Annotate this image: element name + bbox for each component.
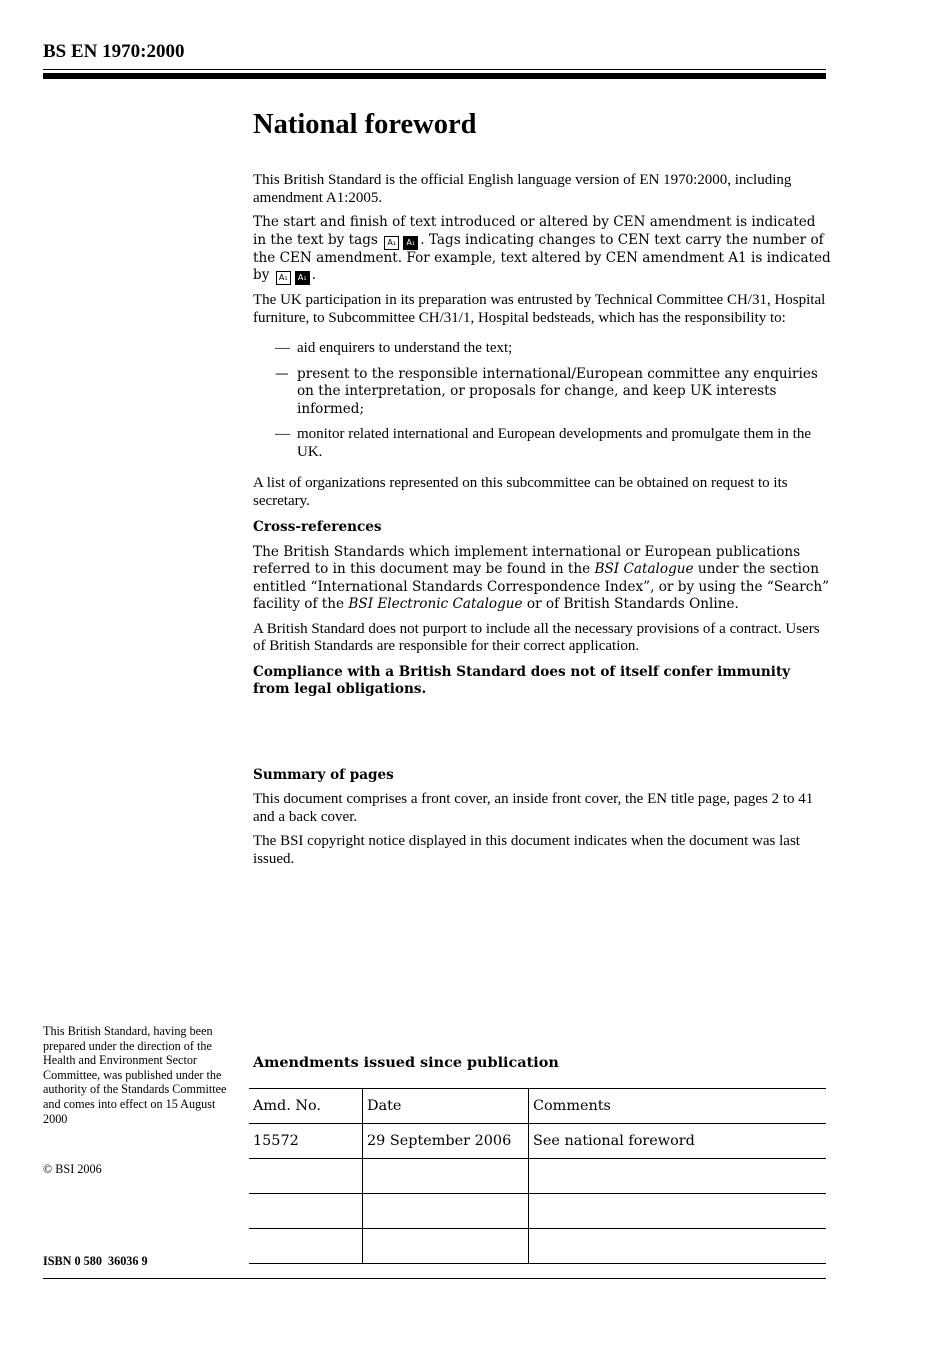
bsi-catalogue-title: BSI Catalogue bbox=[594, 561, 694, 577]
intro-p2-text-c: . bbox=[311, 267, 317, 283]
cell-amd-no bbox=[249, 1229, 363, 1264]
cell-comments bbox=[529, 1194, 827, 1229]
column-header-comments: Comments bbox=[529, 1089, 827, 1124]
cell-date bbox=[363, 1159, 529, 1194]
summary-paragraph-2: The BSI copyright notice displayed in this document indicates when the document was last issued. bbox=[253, 833, 800, 867]
cell-comments bbox=[529, 1159, 827, 1194]
column-header-date: Date bbox=[363, 1089, 529, 1124]
national-foreword-section bbox=[253, 108, 831, 875]
table-row bbox=[249, 1229, 826, 1264]
cross-ref-text-1: The British Standards which implement international or European publications referred to in this document may be found in the bbox=[253, 543, 801, 577]
intro-p2-text-a: The start and finish of text introduced or altered by CEN amendment is indicated in the text by tags bbox=[253, 214, 816, 248]
isbn-number: ISBN 0 580 36036 9 bbox=[43, 1254, 148, 1268]
cell-date bbox=[363, 1229, 529, 1264]
document-code: BS EN 1970:2000 bbox=[43, 41, 185, 62]
cell-date bbox=[363, 1194, 529, 1229]
bsi-electronic-catalogue-title: BSI Electronic Catalogue bbox=[348, 596, 523, 612]
table-header-row bbox=[249, 1089, 826, 1124]
responsibility-list bbox=[253, 340, 831, 461]
cross-ref-text-2: under the section entitled “International Standards Correspondence Index”, or by using the “Search” facility of the bbox=[253, 561, 830, 612]
intro-paragraph-3: The UK participation in its preparation was entrusted by Technical Committee CH/31, Hospital furniture, to Subcommittee CH/31/1, Hospital bedsteads, which has the responsibility to: bbox=[253, 292, 826, 326]
intro-p2-text-b: . Tags indicating changes to CEN text carry the number of the CEN amendment. For example, text altered by CEN amendment A1 is indicated by bbox=[253, 231, 831, 283]
amendments-table bbox=[249, 1088, 826, 1264]
summary-paragraph-1: This document comprises a front cover, an inside front cover, the EN title page, pages 2 to 41 and a back cover. bbox=[253, 791, 814, 825]
cell-amd-no: 15572 bbox=[249, 1124, 363, 1159]
cell-amd-no bbox=[249, 1194, 363, 1229]
table-row bbox=[249, 1124, 826, 1159]
amendment-start-tag-icon: A₁ bbox=[276, 271, 291, 285]
compliance-statement: Compliance with a British Standard does not of itself confer immunity from legal obligations. bbox=[253, 663, 791, 697]
cell-date: 29 September 2006 bbox=[363, 1124, 529, 1159]
cell-amd-no bbox=[249, 1159, 363, 1194]
cross-references-paragraph bbox=[253, 544, 831, 614]
list-item-text: aid enquirers to understand the text; bbox=[297, 340, 513, 356]
list-item bbox=[253, 340, 831, 358]
table-row bbox=[249, 1159, 826, 1194]
amendments-title: Amendments issued since publication bbox=[253, 1054, 559, 1071]
dash-bullet: — bbox=[275, 426, 290, 442]
footer-rule bbox=[43, 1278, 826, 1279]
list-item bbox=[253, 426, 831, 461]
copyright-notice: © BSI 2006 bbox=[43, 1162, 102, 1176]
publication-note: This British Standard, having been prepared under the direction of the Health and Environment Sector Committee, was published under the authority of the Standards Committee and comes into effect on 15 August 2000 bbox=[43, 1024, 227, 1126]
dash-bullet: — bbox=[275, 365, 289, 382]
cross-references-heading: Cross-references bbox=[253, 519, 382, 535]
organizations-paragraph: A list of organizations represented on this subcommittee can be obtained on request to its secretary. bbox=[253, 475, 788, 509]
list-item bbox=[253, 366, 831, 419]
contract-paragraph: A British Standard does not purport to include all the necessary provisions of a contract. Users of British Standards are responsible for their correct application. bbox=[253, 620, 820, 654]
amendment-end-tag-icon: A₁ bbox=[403, 236, 418, 250]
amendment-end-tag-icon: A₁ bbox=[295, 271, 310, 285]
cross-ref-text-3: or of British Standards Online. bbox=[522, 596, 739, 612]
table-row bbox=[249, 1194, 826, 1229]
list-item-text: monitor related international and European developments and promulgate them in the UK. bbox=[297, 426, 812, 460]
intro-paragraph-1: This British Standard is the official English language version of EN 1970:2000, including amendment A1:2005. bbox=[253, 172, 792, 206]
cell-comments bbox=[529, 1229, 827, 1264]
dash-bullet: — bbox=[275, 340, 290, 356]
column-header-amd-no: Amd. No. bbox=[249, 1089, 363, 1124]
cell-comments: See national foreword bbox=[529, 1124, 827, 1159]
header-rule-thin bbox=[43, 69, 826, 70]
list-item-text: present to the responsible international/European committee any enquiries on the interpretation, or proposals for change, and keep UK interests informed; bbox=[297, 365, 818, 417]
page-title: National foreword bbox=[253, 109, 477, 140]
summary-heading: Summary of pages bbox=[253, 766, 394, 783]
header-rule-thick bbox=[43, 73, 826, 79]
amendment-start-tag-icon: A₁ bbox=[384, 236, 399, 250]
intro-paragraph-2 bbox=[253, 214, 831, 285]
